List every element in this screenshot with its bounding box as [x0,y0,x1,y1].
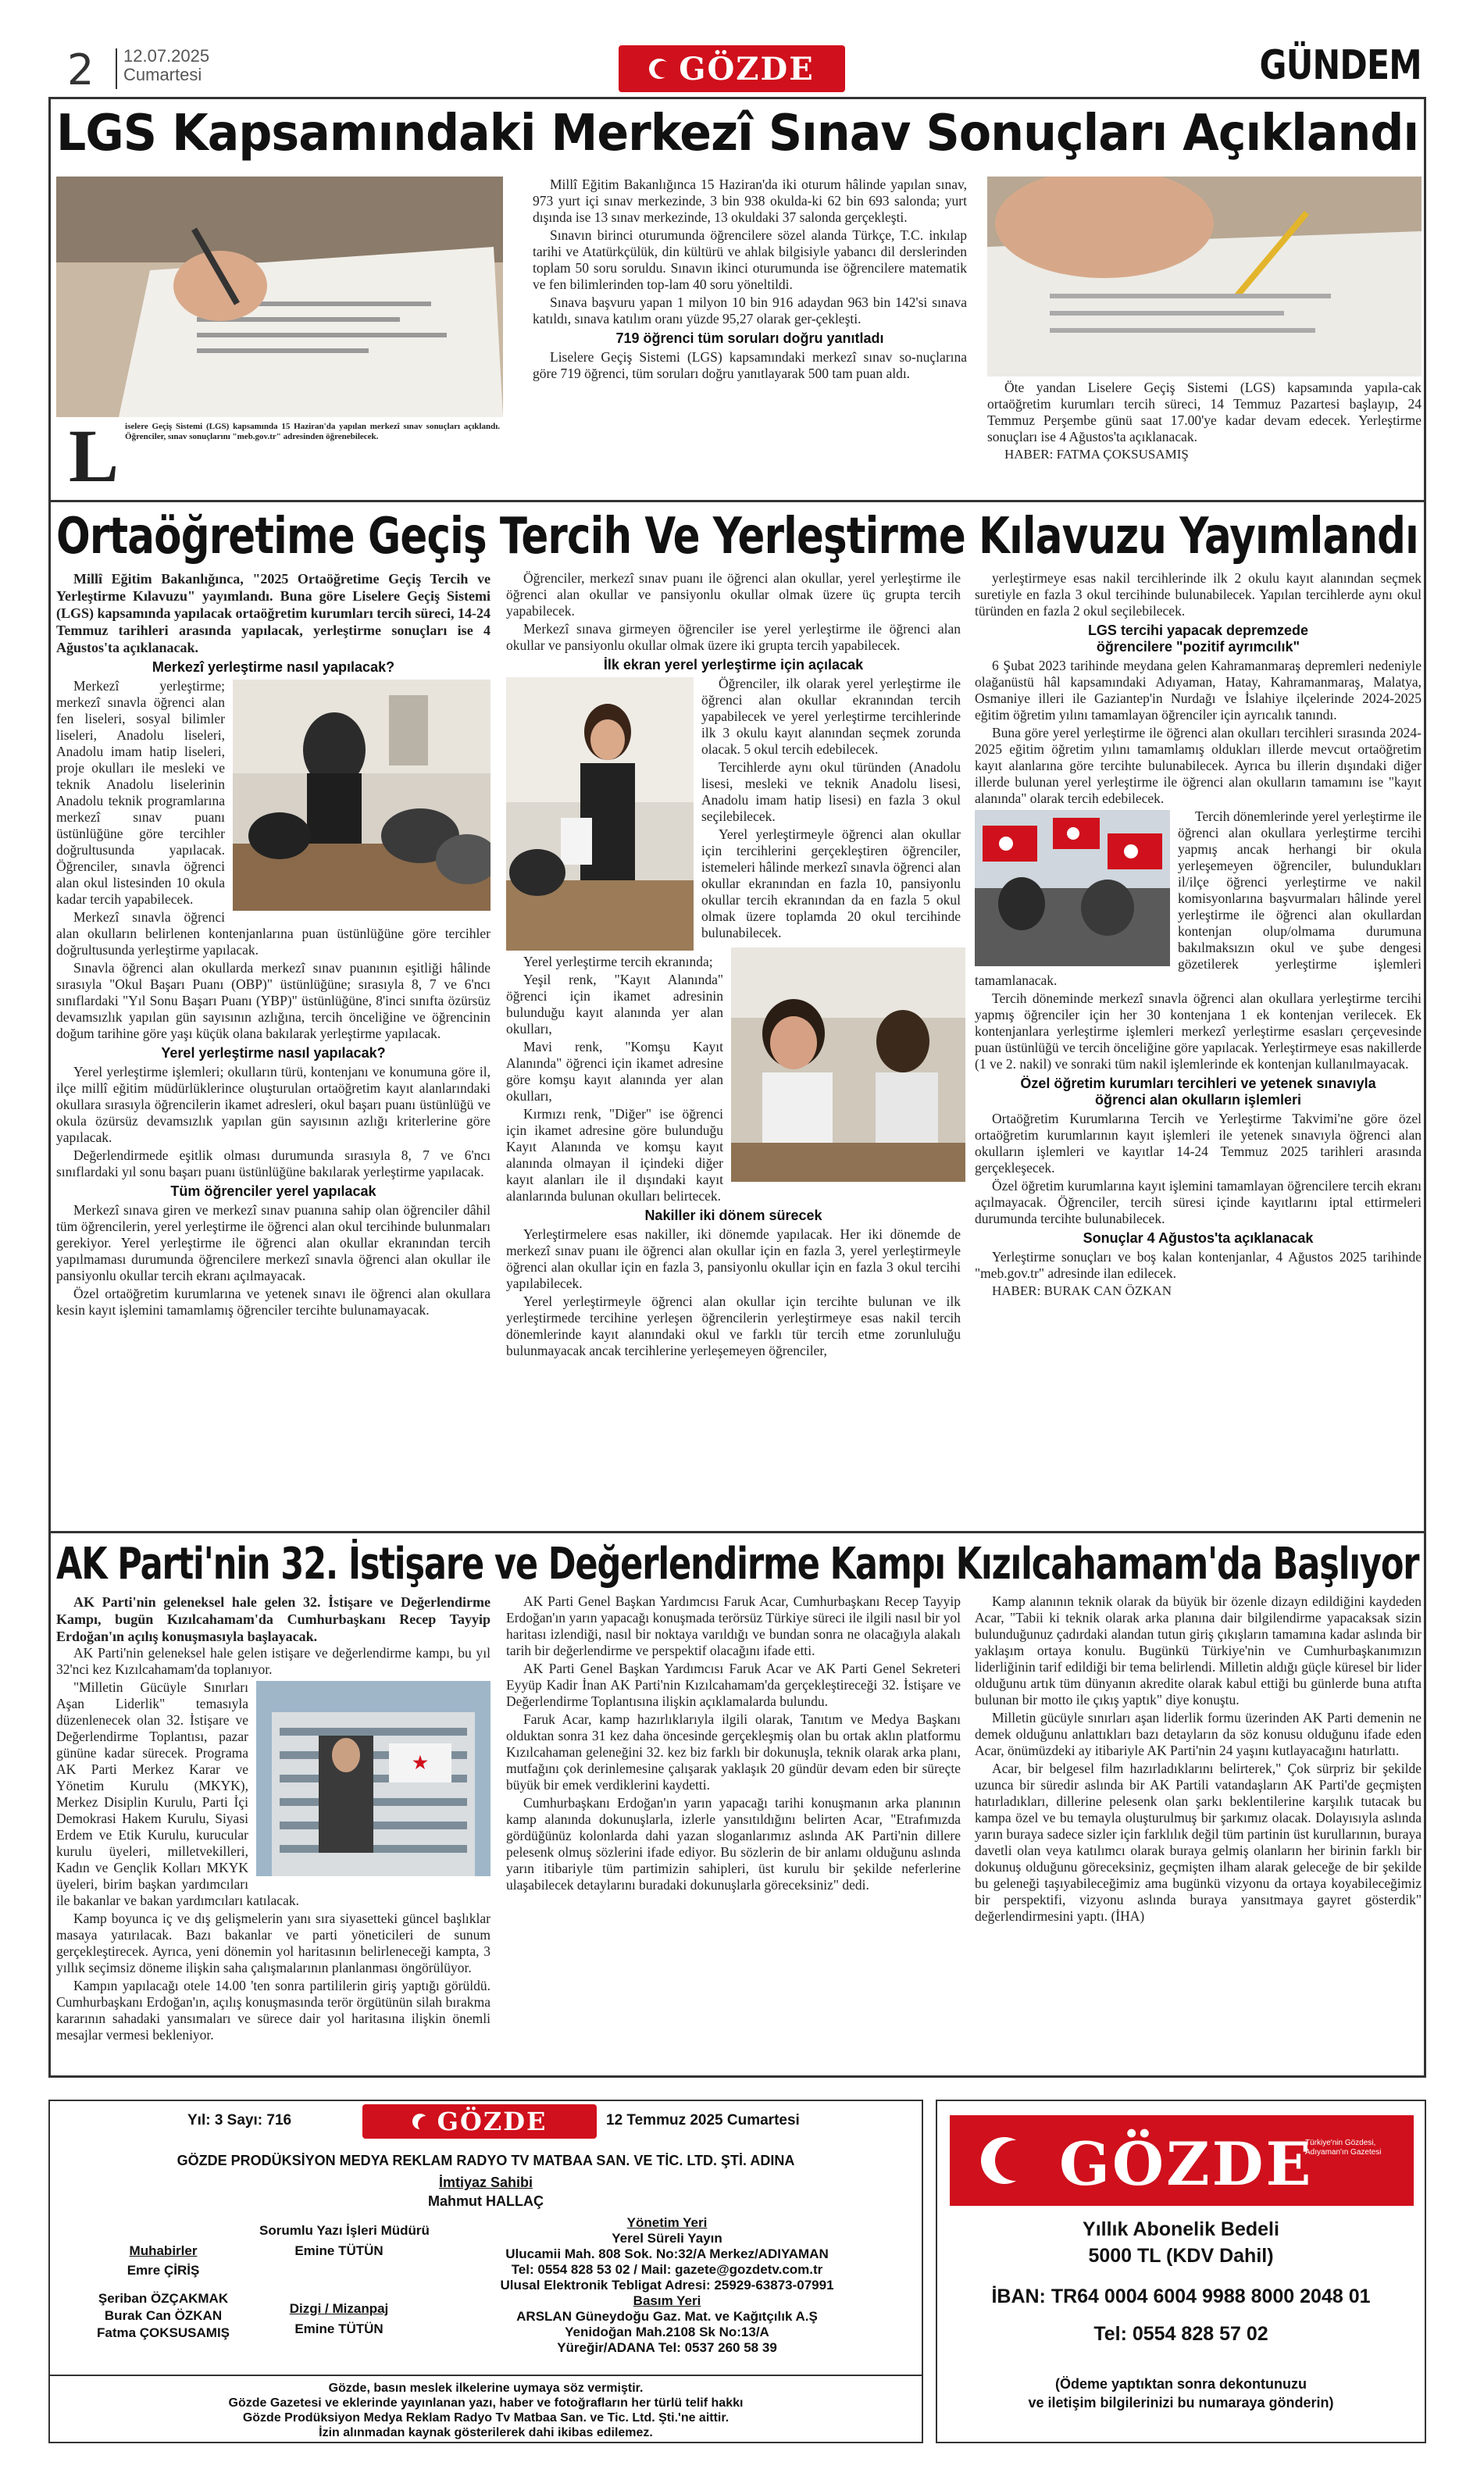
management-block [425,2215,909,2356]
imprint-note: Gözde Prodüksiyon Medya Reklam Radyo Tv Matbaa San. ve Tic. Ltd. Şti.'ne aittir. [242,2411,730,2425]
crescent-icon [412,2114,428,2129]
article1-paragraph: Öte yandan Liselere Geçiş Sistemi (LGS) kapsamında yapıla-cak ortaöğretim kurumları tercih süreci, 14 Temmuz Pazartesi başlayıp, 24 Temmuz Perşembe günü saat 17.00'ye kadar devam edecek. Yerleştirme sonuçları ise 4 Ağustos'ta açıklanacak. [987,380,1422,444]
article2-subhead: Merkezî yerleştirme nasıl yapılacak? [152,659,395,675]
kep-address: Ulusal Elektronik Tebligat Adresi: 25929-63873-07991 [500,2278,834,2293]
article2-column1 [56,570,491,1320]
issue-day: Cumartesi [123,65,202,84]
article2-paragraph: Öğrenciler, ilk olarak yerel yerleştirme ile öğrenci alan okullar ekranından tercih yapabilecek ve yerel yerleştirme tercihlerinde ilk 3 okulu kayıt alanından seçmek zorunda olacak. 5 okul tercih edebilecek. [701,676,961,757]
article1-dropcap: L [69,422,120,487]
article2-paragraph: Mavi renk, "Komşu Kayıt Alanında" öğrenci için ikamet adresine göre komşu kayıt alanında yer alan okulları, [506,1039,723,1104]
crescent-icon [649,59,669,79]
article3-paragraph: Milletin gücüyle sınırları aşan liderlik formu üzerinden AK Parti demenin ne demek olduğunu anlattıkları bazı detayların da söz konusu olduğunu ifade eden Acar, önümüzdeki ay itibariyle AK Parti'nin 24 yaşını kutlayacağını hatırlattı. [975,1710,1422,1758]
article2-paragraph: Tercih döneminde merkezî sınavla öğrenci alan okullara yerleştirme tercihi yapmış öğrenciler için her 30 kontenjana 1 ek kontenjan verilecek. Ek kontenjanlara yerleştirme işlemleri merkezî yerleştirme esasları çerçevesinde puan üstünlüğü ve tercih önceliğine göre yapılacak. Yerleştirmeye esas nakillerde (1 ve 2. nakil) ve sonraki tüm nakil işlemlerinde ek kontenjan kullanılmayacak. [975,990,1422,1072]
issue-date: 12.07.2025 [123,46,210,66]
responsible-editor-title: Sorumlu Yazı İşleri Müdürü [259,2223,430,2238]
article2-photo-flags [975,810,1170,966]
ak-parti-building-photo [256,1681,491,1876]
imprint-date: 12 Temmuz 2025 Cumartesi [606,2112,800,2129]
article1-paragraph: Sınavın birinci oturumunda öğrencilere sözel alanda Türkçe, T.C. inkılap tarihi ve Atatürkçülük, din kültürü ve ahlak bilgisiyle yabancı dil derslerinden toplam 50 soru soruldu. Sınavın ikinci oturumunda ise öğrencilere matematik ve fen bilimlerinden top-lam 40 soru yöneltildi. [533,227,967,292]
article3-column3 [975,1593,1422,1926]
article3-lead: AK Parti'nin geleneksel hale gelen 32. İstişare ve Değerlendirme Kampı, bugün Kızılcahamam'da Cumhurbaşkanı Recep Tayyip Erdoğan'ın açılış konuşmasıyla başlayacak. [56,1594,491,1644]
article1-lead-text: iselere Geçiş Sistemi (LGS) kapsamında 15 Haziran'da yapılan merkezî sınav sonuçları açıklandı. Öğrenciler, sınav sonuçlarını "meb.gov.tr" adresinden öğrenebilecek. [125,422,500,441]
article2-paragraph: Yerel yerleştirmeyle öğrenci alan okullar için tercihlerini gerçekleştiren öğrenciler, istemeleri hâlinde merkezî sınavla öğrenci alan okullar ekranından en fazla 10, pansiyonlu okullar tercih ekranından da en fazla 5 okul olmak üzere toplamda 20 okul tercihinde bulunabilecek. [701,826,961,940]
article3-paragraph: Cumhurbaşkanı Erdoğan'ın yarın yapacağı tarihi konuşmanın arka planının kamp alanında dokunuşlarla, izlerle yansıtıldığını belirten Acar, "Etrafımızda gördüğünüz kolonlarda dahi yazan sloganlarımız aslında AK Parti'nin dillere pelesenk olmuş sözlerini ifade ediyor. Bu sözlerin de bir anlamı olduğunu aslında yarın itibariyle tüm partimizin sahipleri, üst kurulu bir şekilde neferlerine ulaşabilecek detaylarını buradaki dokunuşlarla göreceksiniz" dedi. [506,1795,961,1893]
imprint-logo-word: GÖZDE [437,2107,548,2136]
imprint-logo [362,2104,597,2139]
reporter-name: Şeriban ÖZÇAKMAK [98,2291,229,2306]
article2-subhead: öğrencilere "pozitif ayrımcılık" [1096,639,1300,655]
printer-name: ARSLAN Güneydoğu Gaz. Mat. ve Kağıtçılık A.Ş [516,2309,818,2324]
article2-paragraph: Özel öğretim kurumlarına kayıt işlemini tamamlayan öğrencilere tercih ekranı açılmayacak. Öğrenciler, tercih süresi içinde kayıtlarını iptal ettirmeleri durumunda tercihte bulunabilecek. [975,1178,1422,1226]
subscription-price: 5000 TL (KDV Dahil) [1088,2245,1274,2267]
imprint-note: Gözde, basın meslek ilkelerine uymaya söz vermiştir. [328,2382,644,2395]
article3-photo-building [256,1681,491,1876]
article3-column2 [506,1593,961,1895]
article2-column2 [506,570,961,1361]
iban-number: İBAN: TR64 0004 6004 9988 8000 2048 01 [991,2286,1371,2307]
article2-subhead: Nakiller iki dönem sürecek [644,1208,822,1223]
article3-paragraph: Acar, bir belgesel film hazırladıklarını belirterek," Çok sürpriz bir şekilde uzunca bir süredir aslında bir AK Partili vatandaşların AK Parti'de geçmişten hatırladıkları, dillerine pelesenk olan şarkı beklentilerine karşılık tutacak bu kampa özel ve bu temayla oluşturulmuş bir şarkımız olacak. Dolayısıyla aslında yarın buraya sadece sizler için farklılık değil tüm partinin üst kurullarının, buraya davetli olan veya katılımcı olarak buraya gelmiş olanların her birinin farklı bir dokunuş olduğunu göreceksiniz, geçmişten ilham alarak geleceğe de bir şekilde bu geleneği taşıyabileceğimiz ama bugünkü vizyonu da ortaya koyabileceğimiz bir perspektifi, vizyonu aslında buraya yansıtmaya gayret gösterdik" değerlendirmesini yaptı. (İHA) [975,1761,1422,1924]
reporter-name: Fatma ÇOKSUSAMIŞ [96,2325,230,2340]
layout-title: Dizgi / Mizanpaj [289,2301,389,2316]
imprint-notes [50,2381,922,2440]
subscription-note-line: (Ödeme yaptıktan sonra dekontunuzu [1054,2376,1307,2392]
reporters-title: Muhabirler [129,2243,198,2258]
print-title: Basım Yeri [633,2293,701,2308]
printer-city: Yüreğir/ADANA Tel: 0537 260 58 39 [557,2340,777,2355]
responsible-editor-name: Emine TÜTÜN [294,2243,383,2258]
owner-name: Mahmut HALLAÇ [428,2193,544,2209]
logo-text: GÖZDE [679,50,815,87]
reporter-name: Emre ÇİRİŞ [127,2263,200,2278]
article2-paragraph: Kırmızı renk, "Diğer" ise öğrenci için ikamet adresine göre bulunduğu Kayıt Alanında ve komşu kayıt alanında olmayan il içindeki diğer kayıt alanları ile il dışındaki kayıt alanlarında bulunan okulları belirtecek. [506,1106,723,1204]
article2-headline: Ortaöğretime Geçiş Tercih Ve Yerleştirme Kılavuzu Yayımlandı [56,508,1418,566]
article2-subhead: Yerel yerleştirme nasıl yapılacak? [161,1045,386,1061]
article2-photo-teacher [506,677,694,951]
subscription-phone: Tel: 0554 828 57 02 [1093,2323,1268,2345]
article2-paragraph: Ortaöğretim Kurumlarına Tercih ve Yerleştirme Takvimi'ne göre özel ortaöğretim kurumlarının kayıt işlemleri ile yetenek sınavıyla öğrenci alan okulların işlemleri ve kayıtlar 14-24 Temmuz 2025 tarihleri arasında gerçekleşecek. [975,1111,1422,1176]
article2-lead: Millî Eğitim Bakanlığınca, "2025 Ortaöğretime Geçiş Tercih ve Yerleştirme Kılavuzu" yayımlandı. Buna göre Liselere Geçiş Sistemi (LGS) kapsamında yapılacak ortaöğretim kurumları tercih süreci, 14-24 Temmuz tarihleri arasında yapılacak, yerleştirme sonuçları ise 4 Ağustos'ta açıklanacak. [56,571,491,655]
article2-paragraph: Merkezî yerleştirme; merkezî sınavla öğrenci alan fen liseleri, sosyal bilimler liseleri, Anadolu liseleri, Anadolu imam hatip liseleri, proje okulları ile mesleki ve teknik Anadolu liselerinin Anadolu teknik programlarına merkezî sınav puanı üstünlüğüne göre tercihler doğrultusunda yapılacak. Öğrenciler, sınavla öğrenci alan okul listesinden 10 okula kadar tercih yapabilecek. [56,678,225,907]
management-title: Yönetim Yeri [626,2215,708,2230]
article2-paragraph: Tercihlerde aynı okul türünden (Anadolu lisesi, mesleki ve teknik Anadolu lisesi, Anadolu imam hatip lisesi) en fazla 3 okul seçilebilecek. [701,759,961,824]
article2-paragraph: Özel ortaöğretim kurumlarına ve yetenek sınavı ile öğrenci alan okullara kesin kayıt işlemini tamamlamış öğrenciler tercihte bulunamayacak. [56,1286,491,1318]
article2-paragraph: Değerlendirmede eşitlik olması durumunda sırasıyla 8, 7 ve 6'ncı sınıflardaki yıl sonu başarı puanı üstünlüğüne bakılarak yerleştirme yapılacak. [56,1147,491,1179]
classroom-photo [233,680,491,911]
article-divider [48,1531,1426,1533]
article2-paragraph: Merkezî sınavla öğrenci alan okulların belirlenen kontenjanlarına puan üstünlüğüne göre tercihler doğrultusunda yerleştirme yapılacak. [56,909,491,958]
masthead-logo [619,45,845,92]
article3-paragraph: Faruk Acar, kamp hazırlıklarıyla ilgili olarak, Tanıtım ve Medya Başkanı olduktan sonra 31 kez daha öncesinde gerçekleşmiş olan bu ortak aklın platformu Kızılcahaman geleneğini 32. kez biz farklı bir dokunuşla, teknik olarak arka planı, mutfağını çok derinlemesine çalışarak yaklaşık 20 gündür devam eden bir süreçte büyük bir emek verdiklerini kaydetti. [506,1711,961,1793]
article2-subhead: öğrenci alan okulların işlemleri [1094,1092,1302,1108]
exam-photo-right [987,177,1422,376]
article3-paragraph: "Milletin Gücüyle Sınırları Aşan Liderlik" temasıyla düzenlenecek olan 32. İstişare ve Değerlendirme Toplantısı, pazar gününe kadar sürecek. Programa AK Parti Merkez Karar ve Yönetim Kurulu (MKYK), Merkez Disiplin Kurulu, Parti İçi Demokrasi Hakem Kurulu, Siyasi Erdem ve Etik Kurulu, kurucular kurulu üyeleri, milletvekilleri, Kadın ve Gençlik Kolları MKYK üyeleri, birim başkan yardımcıları ile bakanlar ve bakan yardımcıları katılacak. [56,1679,299,1908]
article1-photo-exam-right [987,177,1422,376]
issue-number: Yıl: 3 Sayı: 716 [187,2112,292,2129]
article2-paragraph: Yerleştirme sonuçları ve boş kalan kontenjanlar, 4 Ağustos 2025 tarihinde "meb.gov.tr" adresinde ilan edilecek. [975,1249,1422,1281]
article2-paragraph: yerleştirmeye esas nakil tercihlerinde ilk 2 okulu kayıt alanından seçmek suretiyle en fazla 3 okul tercihinde bulunabilecek. Yapılan tercihlerde aynı okul türünden en fazla 2 okul seçilebilecek. [975,570,1422,619]
article3-paragraph: AK Parti'nin geleneksel hale gelen istişare ve değerlendirme kampı, bu yıl 32'nci kez Kızılcahamam'da toplanıyor. [56,1645,491,1677]
article1-photo-exam-left [56,177,503,417]
article2-photo-students [731,947,965,1182]
article1-right-column [987,380,1422,462]
imprint-note: İzin alınmadan kaynak gösterilerek dahi ikibas edilemez. [319,2426,653,2439]
article2-paragraph: 6 Şubat 2023 tarihinde meydana gelen Kahramanmaraş depremleri nedeniyle olağanüstü hâl kapsamındaki Adıyaman, Hatay, Kahramanmaraş, Malatya, Osmaniye illeri ile Gaziantep'in Nurdağı ve İslahiye ilçelerinde 2024-2025 eğitim öğretim yılını tamamlayan öğrenciler için ayrıcalık tanındı. [975,658,1422,723]
article2-paragraph: Öğrenciler, merkezî sınav puanı ile öğrenci alan okullar, yerel yerleştirme ile öğrenci alan okullar ve pansiyonlu okullar olmak üzere üç grupta tercih yapabilecek. [506,570,961,619]
exam-photo-left [56,177,503,417]
article2-column3 [975,570,1422,1299]
header-divider [116,48,117,89]
article2-paragraph: Sınavla öğrenci alan okullarda merkezî sınav puanının eşitliği hâlinde sırasıyla "Okul Başarı Puanı (OBP)" üstünlüğüne; sırasıyla 8, 7 ve 6'ncı sınıflardaki "Yıl Sonu Başarı Puanı (YBP)" üstünlüğüne, 8'inci sınıfta özürsüz devamsızlık yapılan gün sayısının azlığına, tercih önceliğine ve öğrencinin doğum tarihine göre yaşı küçük olana bakılarak yerleştirme yapılacak. [56,960,491,1041]
management-subtitle: Yerel Süreli Yayın [612,2231,722,2246]
article2-paragraph: Yerel yerleştirme işlemleri; okulların türü, kontenjanı ve konumuna göre il, ilçe millî eğitim müdürlüklerince oluşturulan ortaöğretim kayıt alanlarındaki okullara sırasıyla öğrencilerin ikamet adresleri, okul başarı puanı üstünlüğü ve okula özürsüz devamsızlık yapılan gün sayısının azlığı kriterlerine göre yapılacak. [56,1064,491,1145]
management-contact: Tel: 0554 828 53 02 / Mail: gazete@gozdetv.com.tr [511,2262,823,2277]
printer-address: Yenidoğan Mah.2108 Sk No:13/A [565,2325,769,2339]
imprint-divider [50,2375,922,2376]
owner-title: İmtiyaz Sahibi [438,2175,533,2190]
article1-headline: LGS Kapsamındaki Merkezî Sınav Sonuçları Açıklandı [56,105,1419,162]
students-photo [731,947,965,1182]
article3-paragraph: Kamp boyunca iç ve dış gelişmelerin yanı sıra siyasetteki güncel başlıklar masaya yatırılacak. Bazı bakanlar ve parti yöneticileri de sunum gerçekleştirecek. Ayrıca, yeni dönemin yol haritasının belirleneceği kampta, 3 yıllık seçimsiz döneme ilişkin saha çalışmalarının planlanması öngörülüyor. [56,1911,491,1975]
article1-lead [69,422,500,487]
article-divider [48,500,1426,502]
article1-paragraph: Sınava başvuru yapan 1 milyon 10 bin 916 adaydan 963 bin 142'si sınava katıldı, sınava katılım oranı yüzde 95,27 olarak ger-çekleşti. [533,294,967,327]
article2-subhead: Tüm öğrenciler yerel yapılacak [170,1183,376,1199]
article3-headline: AK Parti'nin 32. İstişare ve Değerlendirme Kampı Kızılcahamam'da Başlıyor [56,1539,1419,1590]
article2-credit: HABER: BURAK CAN ÖZKAN [992,1283,1172,1298]
article3-paragraph: AK Parti Genel Başkan Yardımcısı Faruk Acar, Cumhurbaşkanı Recep Tayyip Erdoğan'ın yarın yapacağı konuşmada terörsüz Türkiye süreci ile ilgili nasıl bir yol haritası izlendiği, nasıl bir noktaya varıldığı ve bundan sonra ne olacağıyla alakalı tarih bir değerlendirme ve perspektif olacağını ifade etti. [506,1593,961,1658]
reporters-list [81,2262,245,2342]
section-title: GÜNDEM [1259,42,1422,89]
article2-subhead: Özel öğretim kurumları tercihleri ve yetenek sınavıyla [1020,1076,1376,1091]
logo-tagline: Türkiye'nin Gözdesi, Adıyaman'ın Gazetesi [1305,2139,1382,2157]
page-number: 2 [67,45,95,95]
issue-date-block [123,47,209,84]
article2-paragraph: Yerel yerleştirmeyle öğrenci alan okullar için tercihte bulunan ve ilk yerleştirmede tercihine yerleşen öğrencilerin yerleştirmeye esas nakil tercih dönemlerinde kayıt alanındaki okul ve farklı tür tercih etme zorunluluğu bulunmayacak ancak tercihlerine yerleşemeyen öğrenciler, [506,1294,961,1358]
article2-paragraph: Merkezî sınava giren ve merkezî sınav puanına sahip olan öğrenciler dâhil tüm öğrencilerin, yerel yerleştirme ile öğrenci alan okul tercihinde bulunmaları gerekiyor. Yerel yerleştirme ile öğrenci alan okullar ekranından tercih yapılmaması durumunda öğrencilere merkezî sınavla öğrenci alan okullar ile pansiyonlu okullar tercih ekranı açılmayacak. [56,1202,491,1283]
article2-paragraph: Yerleştirmelere esas nakiller, iki dönemde yapılacak. Her iki dönemde de merkezî sınav puanı ile öğrenci alan okullar için en fazla 3, yerel yerleştirmeyle öğrenci alan okullar için en fazla 3, pansiyonlu okullar için en fazla 3 okul tercihi yapılabilecek. [506,1226,961,1291]
article3-paragraph: Kampın yapılacağı otele 14.00 'ten sonra partililerin giriş yaptığı görüldü. Cumhurbaşkanı Erdoğan'ın, açılış konuşmasında terör örgütünün silah bırakma kararının sahadaki yansımaları ve sürece dair yol haritasına ilişkin önemli mesajlar vermesi bekleniyor. [56,1978,491,2043]
reporter-name: Burak Can ÖZKAN [104,2308,223,2323]
article2-subhead: Sonuçlar 4 Ağustos'ta açıklanacak [1083,1230,1314,1246]
article2-paragraph: Merkezî sınava girmeyen öğrenciler ise yerel yerleştirme ile öğrenci alan okullar ve pansiyonlu okullar olmak üzere iki grupta tercih yapabilecek. [506,621,961,653]
subscription-note [937,2375,1425,2412]
imprint-box [48,2100,923,2443]
article3-paragraph: Kamp alanının teknik olarak da büyük bir özenle dizayn edildiğini kaydeden Acar, "Tabii ki teknik olarak arka planına dair bilgilendirme yapacaksak sizin bulunduğunuz çadırdaki alandan tutun giriş çıkışların tamamına kadar aslında bir yaklaşım ortaya konulu. Bugünkü Türkiye'nin ve Cumhurbaşkanımızın liderliğinin tarif edildiği bir tema belirlendi. Milletin aldığı güçle küresel bir lider olduğunu artık tüm dünyanın akredite olarak kabul ettiği bu günlerde buna atıfta bulunan bir motto ile çıkış yaptık" diye konuştu. [975,1593,1422,1707]
article1-credit: HABER: FATMA ÇOKSUSAMIŞ [1004,447,1189,462]
management-address: Ulucamii Mah. 808 Sok. No:32/A Merkez/ADIYAMAN [505,2246,829,2261]
teacher-photo [506,677,694,951]
article1-subhead: 719 öğrenci tüm soruları doğru yanıtladı [615,330,884,346]
article2-paragraph: Buna göre yerel yerleştirme ile öğrenci alan okulları tercihleri sırasında 2024-2025 eğitim öğretim yılını tamamlamış oldukları illerde mevcut ortaöğretim kayıt alanlarına göre tercihte bulunabilecek. Ayrıca bu illerin dışındaki diğer illerde bulunan yerel yerleştirme ile öğrenci alan okulların tamamını ise "kayıt alanında" olarak tercih edebilecek. [975,725,1422,806]
article2-subhead: İlk ekran yerel yerleştirme için açılacak [603,657,864,673]
article3-column1 [56,1593,491,2045]
flags-photo [975,810,1170,966]
article3-paragraph: AK Parti Genel Başkan Yardımcısı Faruk Acar ve AK Parti Genel Sekreteri Eyyüp Kadir İnan AK Parti'nin Kızılcahamam'da gerçekleştireceği 32. İstişare ve Değerlendirme Toplantısına ilişkin açıklamalarda bulundu. [506,1661,961,1709]
subscription-box [936,2100,1426,2443]
article2-paragraph: Yerel yerleştirme tercih ekranında; [523,954,713,969]
article2-paragraph: Yeşil renk, "Kayıt Alanında" öğrenci için ikamet adresinin bulunduğu kayıt alanında yer alan okulları, [506,972,723,1037]
article2-photo-classroom [233,680,491,911]
publisher-company: GÖZDE PRODÜKSİYON MEDYA REKLAM RADYO TV MATBAA SAN. VE TİC. LTD. ŞTİ. ADINA [177,2153,795,2168]
article1-middle-column [533,177,967,384]
article1-paragraph: Millî Eğitim Bakanlığınca 15 Haziran'da iki oturum hâlinde yapılan sınav, 973 yurt içi sınav merkezinde, 3 bin 938 okulda-ki 62 bin 693 salonda; yurt dışında ise 13 sınav merkezinde, 13 okuldaki 37 salonda gerçekleşti. [533,177,967,225]
subscription-note-line: ve iletişim bilgilerinizi bu numaraya gönderin) [1028,2395,1334,2410]
imprint-note: Gözde Gazetesi ve eklerinde yayınlanan yazı, haber ve fotoğrafların her türlü telif hakkı [228,2396,744,2410]
subscription-title: Yıllık Abonelik Bedeli [1083,2218,1279,2240]
svg-text:★: ★ [412,1753,428,1772]
article2-paragraph: Tercih dönemlerinde yerel yerleştirme ile öğrenci alan okullara yerleştirme tercihi yapmış ancak herhangi bir okula yerleşemeyen öğrenciler, bulundukları il/ilçe öğrenci yerleştirme ve nakil komisyonlarına başvurmaları hâlinde yerel yerleştirme ile öğrenci alan okullardan kontenjan olup/olmama durumuna bakılmaksızın okul ve şube dengesi gözetilerek yerleştirme işlemleri tamamlanacak. [975,808,1422,988]
article2-subhead: LGS tercihi yapacak depremzede [1087,623,1309,638]
layout-name: Emine TÜTÜN [294,2321,383,2336]
article1-paragraph: Liselere Geçiş Sistemi (LGS) kapsamındaki merkezî sınav so-nuçlarına göre 719 öğrenci, tüm soruları doğru yanıtlayarak 500 tam puan aldı. [533,349,967,381]
subscription-logo-text: GÖZDE [1059,2129,1314,2199]
subscription-logo [950,2115,1414,2206]
